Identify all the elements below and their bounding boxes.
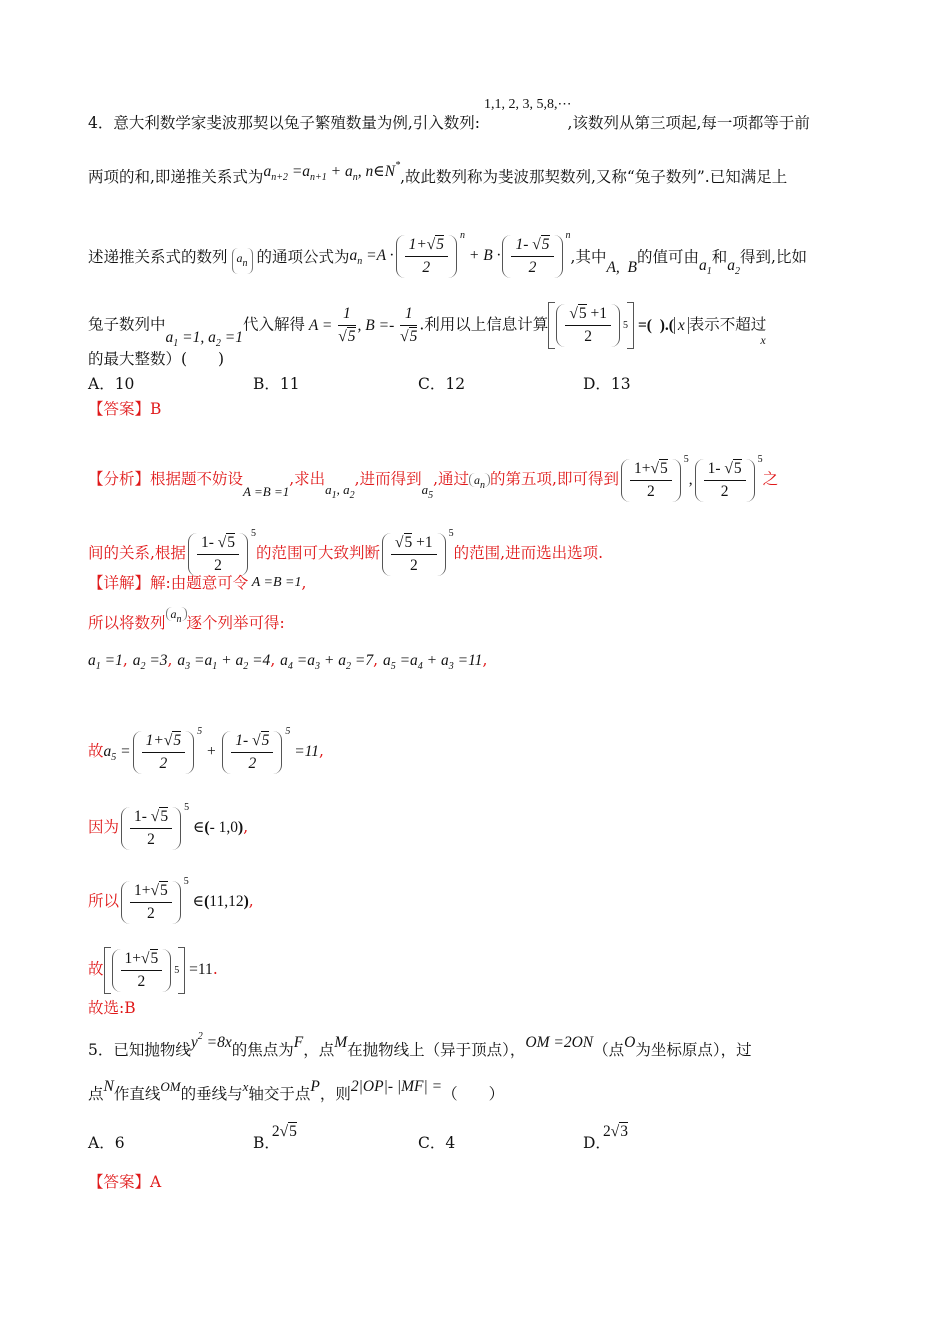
detail-result: 故 $\frac{1+√5}{2}$ 5 =11.	[88, 947, 218, 994]
general-term-formula: $a_n =A$ · $\frac{1+√5}{2}$ $^n$ + B · $\frac{1- √5}{2}$ $^n$	[349, 230, 571, 276]
var-AB: A, B	[606, 259, 638, 276]
var-a1: $a_1$	[699, 257, 712, 277]
q5-option-c: C．4	[418, 1134, 456, 1152]
q4-option-c: C．12	[418, 375, 466, 393]
q4-line3: 述递推关系式的数列 $a_n$ 的通项公式为$a_n =A$ · $\frac{1+√5}{2}$ $^n$ + B · $\frac{1- √5}{2}$ $^n$,其中A, B的值可由$a_1$和$a_2$得到,比如	[88, 230, 807, 277]
q5-option-a: A．6	[88, 1134, 125, 1152]
q4-line1: 4．意大利数学家斐波那契以兔子繁殖数量为例,引入数列:1,1, 2, 3, 5,8,⋯,该数列从第三项起,每一项都等于前	[88, 97, 810, 132]
compute-expression: $\frac{√5 +1}{2}$ 5	[548, 302, 634, 349]
detail-choose: 故选:B	[88, 999, 136, 1017]
q4-option-b: B．11	[253, 375, 300, 393]
q4-option-a: A．10	[88, 375, 135, 393]
seq-an: $a_n$	[232, 248, 253, 274]
q5-line1: 5．已知抛物线$y^2 =8x$的焦点为F，点M在抛物线上（异于顶点），OM =2ON（点O为坐标原点），过	[88, 1031, 752, 1059]
var-a2: $a_2$	[727, 257, 741, 277]
q5-line2: 点N作直线$^{OM}$的垂线与$^x$轴交于点P，则2|OP|- |MF| =（ ）	[88, 1078, 505, 1103]
detail-enumeration: $a_1 =1$, $a_2 =3$, $a_3 =a_1 + a_2 =4$, $a_4 =a_3 + a_2 =7$, $a_5 =a_4 + a_3 =11$,	[88, 651, 488, 672]
initial-values: $a_1 =1$, $a_2 =1$	[165, 328, 243, 349]
fib-sequence: 1,1, 2, 3, 5,8,⋯	[484, 97, 572, 112]
q5-option-d: D．2√3	[583, 1123, 628, 1152]
q4-option-d: D．13	[583, 375, 631, 393]
q4-answer: 【答案】B	[88, 400, 162, 418]
q4-line4: 兔子数列中$a_1 =1$, $a_2 =1$代入解得 A = $\frac{1}{√5}$ , B =- $\frac{1}{√5}$ .利用以上信息计算 $\frac{√5 +1}{2}$ 5 =( ).( x 表示不超过$_x$	[88, 302, 766, 349]
detail-therefore: 所以 $\frac{1+√5}{2}$ $^5$ ∈(11,12),	[88, 876, 254, 922]
detail-because: 因为 $\frac{1- √5}{2}$ $^5$ ∈(- 1,0),	[88, 802, 249, 848]
q5-answer: 【答案】A	[88, 1173, 162, 1191]
detail-line2: 所以将数列 $^{a_n}$ 逐个列举可得:	[88, 607, 285, 632]
q4-line2: 两项的和,即递推关系式为$a_{n+2} =a_{n+1} + a_n$, n∈N*,故此数列称为斐波那契数列,又称“兔子数列”.已知满足上	[88, 160, 788, 186]
analysis-line1: 【分析】根据题不妨设$_{A =B =1}$,求出$_{a_1, a_2}$,进而得到$_{a_5}$,通过 $a_n$ 的第五项,即可得到 $\frac{1+√5}{2}$ $^5$, $\frac{1- √5}{2}$ $^5$之	[88, 454, 779, 501]
q4-line5: 的最大整数）( )	[88, 350, 225, 368]
detail-a5-formula: 故$a_5$ = $\frac{1+√5}{2}$ $^5$ + $\frac{1- √5}{2}$ $^5$ =11,	[88, 726, 324, 772]
solved-AB: A = $\frac{1}{√5}$ , B =- $\frac{1}{√5}$	[304, 305, 418, 346]
recurrence-formula: $a_{n+2} =a_{n+1} + a_n$, n∈N*	[263, 160, 401, 183]
analysis-line2: 间的关系,根据 $\frac{1- √5}{2}$ $^5$的范围可大致判断 $\frac{√5 +1}{2}$ $^5$的范围,进而选出选项.	[88, 528, 603, 574]
detail-line1: 【详解】解:由题意可令 A =B =1,	[88, 574, 307, 592]
q5-option-b: B．2√5	[253, 1123, 297, 1152]
